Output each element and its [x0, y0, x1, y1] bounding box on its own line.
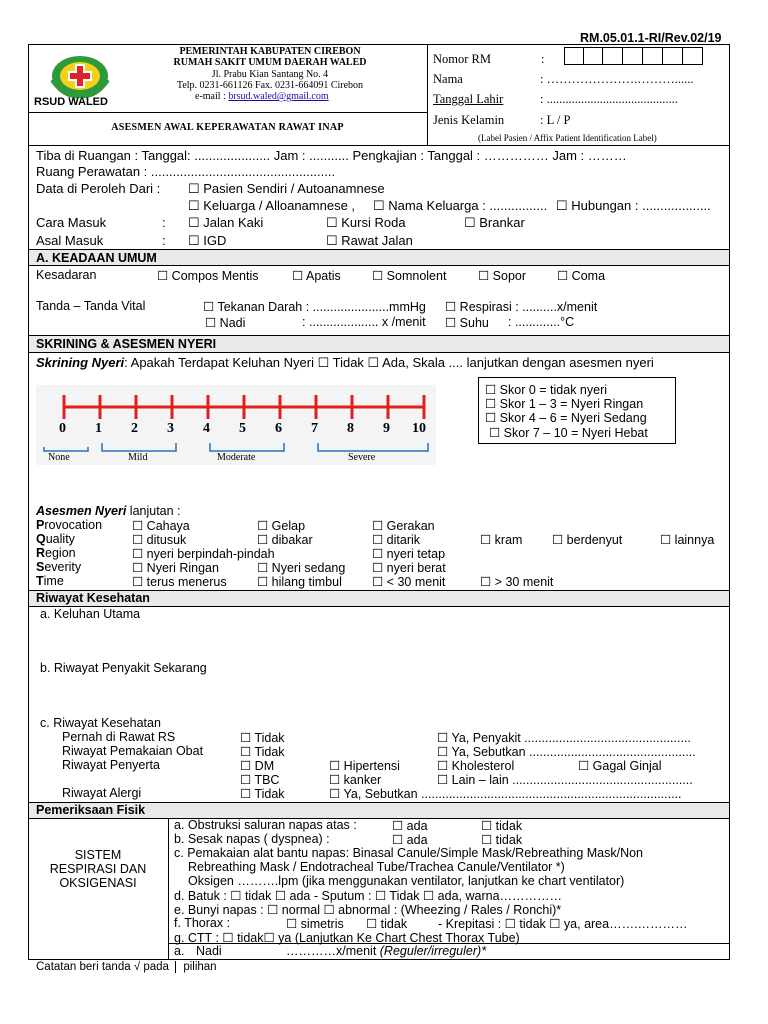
scale-number-4[interactable]: 4 — [203, 421, 210, 436]
entry-stretcher[interactable]: ☐ Brankar — [464, 215, 525, 230]
pqrst-option-1-5[interactable]: ☐ lainnya — [660, 533, 715, 547]
pqrst-option-3-2[interactable]: ☐ nyeri berat — [372, 561, 446, 575]
scale-number-10[interactable]: 10 — [412, 421, 426, 436]
pqrst-option-2-1[interactable]: ☐ nyeri tetap — [372, 547, 446, 561]
ctt[interactable]: g. CTT : ☐ tidak☐ ya (Lanjutkan Ke Chart Chest Thorax Tube) — [174, 931, 520, 945]
alat-bantu-1[interactable]: c. Pemakaian alat bantu napas: Binasal Canule/Simple Mask/Rebreathing Mask/Non — [174, 846, 644, 860]
obat-no[interactable]: ☐ Tidak — [240, 745, 285, 759]
footer-note-text: Catatan beri tanda √ pada — [36, 961, 169, 974]
pqrst-initial-1: Q — [36, 532, 46, 546]
pqrst-initial-0: P — [36, 518, 45, 532]
pqrst-option-0-0[interactable]: ☐ Cahaya — [132, 519, 190, 533]
nadi-value[interactable] — [286, 944, 486, 958]
kes-apatis[interactable]: ☐ Apatis — [292, 269, 341, 283]
scale-number-9[interactable]: 9 — [383, 421, 390, 436]
room-line[interactable]: Ruang Perawatan : ................................................... — [36, 164, 336, 179]
pqrst-rest-1: uality — [45, 532, 75, 546]
source-family[interactable]: ☐ Keluarga / Alloanamnese , — [188, 198, 356, 213]
arrival-line[interactable]: Tiba di Ruangan : Tanggal: ..................... Jam : ........... Pengkajian : Tanggal : …………… Jam : ……… — [36, 148, 627, 163]
pqrst-rest-2: egion — [45, 546, 76, 560]
source-family-name[interactable]: ☐ Nama Keluarga : ................ — [373, 198, 548, 213]
obat-yes[interactable]: ☐ Ya, Sebutkan ................................................ — [437, 745, 696, 759]
pqrst-option-4-0[interactable]: ☐ terus menerus — [132, 575, 227, 589]
header-divider — [427, 44, 428, 145]
obstruksi-ada[interactable]: ☐ ada — [392, 819, 428, 833]
pqrst-option-1-4[interactable]: ☐ berdenyut — [552, 533, 623, 547]
temperature-value[interactable]: : .............°C — [508, 315, 575, 329]
pqrst-initial-2: R — [36, 546, 46, 560]
name-value[interactable]: : ………………….………...... — [540, 72, 694, 86]
lanjutan-label: Asesmen Nyeri — [36, 504, 127, 518]
pqrst-label-0 — [36, 518, 102, 532]
origin-igd[interactable]: ☐ IGD — [188, 233, 227, 248]
pqrst-option-4-3[interactable]: ☐ > 30 menit — [480, 575, 554, 589]
kesadaran-label: Kesadaran — [36, 268, 97, 282]
penyerta-kanker[interactable]: ☐ kanker — [329, 773, 382, 787]
score-4-6[interactable]: ☐ Skor 4 – 6 = Nyeri Sedang — [485, 411, 647, 425]
origin-label: Asal Masuk — [36, 233, 104, 248]
penyakit-sekarang[interactable]: b. Riwayat Penyakit Sekarang — [40, 661, 207, 675]
obat-label: Riwayat Pemakaian Obat — [62, 744, 204, 758]
source-relation[interactable]: ☐ Hubungan : ................... — [556, 198, 711, 213]
lanjutan-rest: lanjutan : — [126, 504, 181, 518]
kes-coma[interactable]: ☐ Coma — [557, 269, 606, 283]
pqrst-option-1-1[interactable]: ☐ dibakar — [257, 533, 313, 547]
scale-cat-none: None — [48, 452, 70, 463]
respiration[interactable]: ☐ Respirasi : ..........x/menit — [445, 300, 598, 314]
rs-yes[interactable]: ☐ Ya, Penyakit ................................................ — [437, 731, 691, 745]
nyeri-title: SKRINING & ASESMEN NYERI — [36, 337, 217, 351]
skrining-label: Skrining Nyeri — [36, 355, 125, 370]
scale-number-6[interactable]: 6 — [275, 421, 282, 436]
scale-number-7[interactable]: 7 — [311, 421, 318, 436]
label-note: (Label Pasien / Affix Patient Identification Label) — [478, 133, 657, 143]
sesak-ada[interactable]: ☐ ada — [392, 833, 428, 847]
pqrst-label-2 — [36, 546, 76, 560]
ttv-label: Tanda – Tanda Vital — [36, 299, 146, 313]
krepitasi[interactable]: - Krepitasi : ☐ tidak ☐ ya, area…….………… — [438, 917, 688, 931]
pqrst-option-3-1[interactable]: ☐ Nyeri sedang — [257, 561, 346, 575]
hospital-logo — [34, 50, 126, 110]
source-self[interactable]: ☐ Pasien Sendiri / Autoanamnese — [188, 181, 385, 196]
penyerta-dm[interactable]: ☐ DM — [240, 759, 275, 773]
kes-sopor[interactable]: ☐ Sopor — [478, 269, 527, 283]
pqrst-initial-3: S — [36, 560, 45, 574]
penyerta-kholesterol[interactable]: ☐ Kholesterol — [437, 759, 515, 773]
scale-number-1[interactable]: 1 — [95, 421, 102, 436]
thorax-tidak[interactable]: ☐ tidak — [366, 917, 408, 931]
kes-somnolent[interactable]: ☐ Somnolent — [372, 269, 447, 283]
riwayat-kesehatan: c. Riwayat Kesehatan — [40, 716, 161, 730]
entry-wheelchair[interactable]: ☐ Kursi Roda — [326, 215, 406, 230]
header-line — [28, 112, 427, 113]
hospital-address: Jl. Prabu Kian Santang No. 4 — [211, 69, 329, 80]
nadi-value-dots: …………x/menit — [286, 944, 377, 958]
hospital-email-line — [195, 91, 329, 102]
origin-colon: : — [162, 233, 166, 248]
nadi-label: Nadi — [196, 944, 222, 958]
system-line-3: OKSIGENASI — [59, 876, 137, 890]
oksigen[interactable]: Oksigen ……….lpm (jika menggunakan ventilator, lanjutkan ke chart ventilator) — [188, 874, 625, 888]
rm-label: Nomor RM — [433, 52, 491, 66]
system-line-1: SISTEM — [74, 848, 122, 862]
skrining-line[interactable] — [36, 355, 654, 371]
gov-name: PEMERINTAH KABUPATEN CIREBON — [179, 46, 361, 57]
fisik-title: Pemeriksaan Fisik — [36, 803, 146, 817]
penyerta-hipertensi[interactable]: ☐ Hipertensi — [329, 759, 400, 773]
pqrst-option-4-2[interactable]: ☐ < 30 menit — [372, 575, 446, 589]
scale-number-0[interactable]: 0 — [59, 421, 66, 436]
keadaan-title: A. KEADAAN UMUM — [36, 251, 157, 265]
score-7-10[interactable]: ☐ Skor 7 – 10 = Nyeri Hebat — [489, 426, 648, 440]
pqrst-rest-4: ime — [43, 574, 64, 588]
pqrst-option-2-0[interactable]: ☐ nyeri berpindah-pindah — [132, 547, 275, 561]
header-bottom — [28, 145, 730, 146]
footer-tick — [175, 961, 176, 973]
pqrst-option-1-3[interactable]: ☐ kram — [480, 533, 523, 547]
pqrst-option-4-1[interactable]: ☐ hilang timbul — [257, 575, 342, 589]
scale-number-8[interactable]: 8 — [347, 421, 354, 436]
sex-label: Jenis Kelamin — [433, 113, 505, 127]
sex-value[interactable]: : L / P — [540, 113, 571, 127]
penyerta-ginjal[interactable]: ☐ Gagal Ginjal — [578, 759, 662, 773]
nadi-regularity: (Reguler/irreguler)* — [376, 944, 487, 958]
pqrst-option-0-1[interactable]: ☐ Gelap — [257, 519, 306, 533]
lanjutan-title — [36, 504, 181, 518]
kes-compos[interactable]: ☐ Compos Mentis — [157, 269, 259, 283]
pqrst-initial-4: T — [36, 574, 44, 588]
hospital-name: RUMAH SAKIT UMUM DAERAH WALED — [173, 57, 367, 68]
penyerta-label: Riwayat Penyerta — [62, 758, 160, 772]
scale-cat-moderate: Moderate — [217, 452, 256, 463]
dob-value[interactable]: : .......................................... — [540, 92, 678, 106]
thorax: f. Thorax : — [174, 916, 231, 930]
source-label: Data di Peroleh Dari : — [36, 181, 161, 196]
entry-colon: : — [162, 215, 166, 230]
pqrst-rest-0: rovocation — [44, 518, 103, 532]
rm-colon: : — [541, 52, 545, 66]
pqrst-option-1-0[interactable]: ☐ ditusuk — [132, 533, 187, 547]
email-label: e-mail : — [195, 91, 229, 102]
pqrst-label-4 — [36, 574, 64, 588]
pqrst-label-1 — [36, 532, 75, 546]
pqrst-option-3-0[interactable]: ☐ Nyeri Ringan — [132, 561, 219, 575]
email-link[interactable]: brsud.waled@gmail.com — [228, 91, 329, 102]
scale-number-3[interactable]: 3 — [167, 421, 174, 436]
sesak: b. Sesak napas ( dyspnea) : — [174, 832, 330, 846]
temperature[interactable]: ☐ Suhu — [445, 316, 489, 330]
footer-note-end: pilihan — [183, 961, 217, 974]
pulse-value[interactable]: : .................... x /menit — [302, 315, 426, 329]
riwayat-title: Riwayat Kesehatan — [36, 591, 150, 605]
thorax-simetris[interactable]: ☐ simetris — [286, 917, 344, 931]
keluhan-utama[interactable]: a. Keluhan Utama — [40, 607, 141, 621]
pqrst-label-3 — [36, 560, 81, 574]
entry-label: Cara Masuk — [36, 215, 107, 230]
form-title: ASESMEN AWAL KEPERAWATAN RAWAT INAP — [111, 122, 344, 133]
name-label: Nama — [433, 72, 463, 86]
alat-bantu-2[interactable]: Rebreathing Mask / Endotracheal Tube/Trachea Canule/Ventilator *) — [188, 860, 565, 874]
system-line-2: RESPIRASI DAN — [49, 862, 147, 876]
origin-outpatient[interactable]: ☐ Rawat Jalan — [326, 233, 413, 248]
pqrst-option-1-2[interactable]: ☐ ditarik — [372, 533, 421, 547]
pqrst-option-0-2[interactable]: ☐ Gerakan — [372, 519, 435, 533]
skrining-text[interactable]: : Apakah Terdapat Keluhan Nyeri ☐ Tidak ☐ Ada, Skala .... lanjutkan dengan asesmen nyeri — [124, 355, 654, 370]
doc-code: RM.05.01.1-RI/Rev.02/19 — [580, 31, 722, 45]
penyerta-tbc[interactable]: ☐ TBC — [240, 773, 280, 787]
penyerta-lain[interactable]: ☐ Lain – lain .................................................... — [437, 773, 693, 787]
scale-number-2[interactable]: 2 — [131, 421, 138, 436]
dob-label: Tanggal Lahir — [433, 92, 504, 106]
score-0[interactable]: ☐ Skor 0 = tidak nyeri — [485, 383, 608, 397]
rs-no[interactable]: ☐ Tidak — [240, 731, 285, 745]
bunyi-napas[interactable]: e. Bunyi napas : ☐ normal ☐ abnormal : (Wheezing / Rales / Ronchi)* — [174, 903, 562, 917]
blood-pressure[interactable]: ☐ Tekanan Darah : ......................mmHg — [203, 300, 426, 314]
scale-number-5[interactable]: 5 — [239, 421, 246, 436]
scale-cat-mild: Mild — [128, 452, 148, 463]
scale-cat-severe: Severe — [348, 452, 376, 463]
entry-walk[interactable]: ☐ Jalan Kaki — [188, 215, 264, 230]
rs-label: Pernah di Rawat RS — [62, 730, 176, 744]
hospital-phone: Telp. 0231-661126 Fax. 0231-664091 Cirebon — [176, 80, 364, 91]
alergi-no[interactable]: ☐ Tidak — [240, 787, 285, 801]
nadi-letter: a. — [174, 944, 185, 958]
alergi-label: Riwayat Alergi — [62, 786, 142, 800]
score-1-3[interactable]: ☐ Skor 1 – 3 = Nyeri Ringan — [485, 397, 644, 411]
obstruksi-tidak[interactable]: ☐ tidak — [481, 819, 523, 833]
pqrst-rest-3: everity — [44, 560, 82, 574]
footer-note — [36, 961, 217, 973]
pulse[interactable]: ☐ Nadi — [205, 316, 246, 330]
obstruksi: a. Obstruksi saluran napas atas : — [174, 818, 357, 832]
logo-text: RSUD WALED — [34, 96, 108, 108]
sesak-tidak[interactable]: ☐ tidak — [481, 833, 523, 847]
batuk[interactable]: d. Batuk : ☐ tidak ☐ ada - Sputum : ☐ Tidak ☐ ada, warna…………… — [174, 889, 563, 903]
alergi-yes[interactable]: ☐ Ya, Sebutkan ........................................................................... — [329, 787, 682, 801]
